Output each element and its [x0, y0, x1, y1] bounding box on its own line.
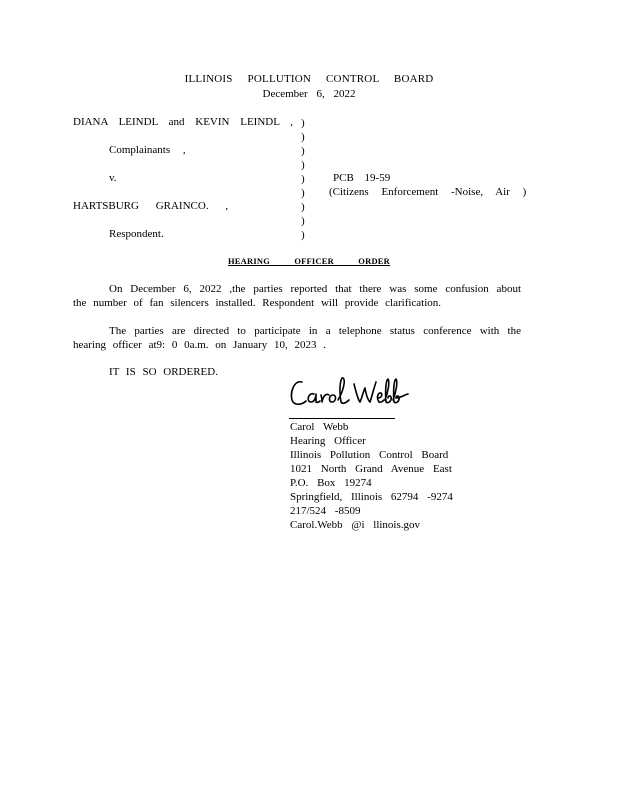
- case-number: PCB 19-59: [333, 172, 391, 184]
- signer-title: Hearing Officer: [290, 435, 366, 447]
- closing-statement: IT IS SO ORDERED.: [109, 366, 218, 378]
- respondent-name: HARTSBURG GRAINCO. ,: [73, 200, 229, 212]
- signer-phone: 217/524 -8509: [290, 505, 361, 517]
- caption-paren: ): [301, 145, 305, 157]
- complainants-names: DIANA LEINDL and KEVIN LEINDL ,: [73, 116, 294, 128]
- order-title: HEARING OFFICER ORDER: [227, 256, 390, 266]
- signer-name: Carol Webb: [290, 421, 349, 433]
- signature-line: [289, 418, 395, 419]
- caption-paren: ): [301, 215, 305, 227]
- versus-label: v.: [109, 172, 117, 184]
- caption-paren: ): [301, 131, 305, 143]
- agency-heading: ILLINOIS POLLUTION CONTROL BOARD: [184, 73, 434, 85]
- body-paragraph: On December 6, 2022 ,the parties reported that there was some confusion about the number of fan silencers installed. Respondent will provide clarification.: [73, 283, 521, 309]
- order-date: December 6, 2022: [262, 88, 356, 100]
- handwritten-signature: [288, 374, 412, 412]
- body-paragraph: The parties are directed to participate in a telephone status conference with the hearing officer at9: 0 0a.m. on January 10, 2023 .: [73, 325, 521, 351]
- signer-street-address: 1021 North Grand Avenue East: [290, 463, 452, 475]
- caption-paren: ): [301, 159, 305, 171]
- signer-po-box: P.O. Box 19274: [290, 477, 372, 489]
- caption-paren: ): [301, 117, 305, 129]
- caption-paren: ): [301, 173, 305, 185]
- caption-paren: ): [301, 229, 305, 241]
- case-type: (Citizens Enforcement -Noise, Air ): [329, 186, 527, 198]
- signer-agency: Illinois Pollution Control Board: [290, 449, 449, 461]
- caption-paren: ): [301, 201, 305, 213]
- caption-parentheses: [301, 116, 311, 242]
- complainants-label: Complainants ,: [109, 144, 186, 156]
- signer-email: Carol.Webb @i llinois.gov: [290, 519, 421, 531]
- signature-block: [290, 420, 453, 532]
- signer-city-state-zip: Springfield, Illinois 62794 -9274: [290, 491, 453, 503]
- caption-paren: ): [301, 187, 305, 199]
- respondent-label: Respondent.: [109, 228, 164, 240]
